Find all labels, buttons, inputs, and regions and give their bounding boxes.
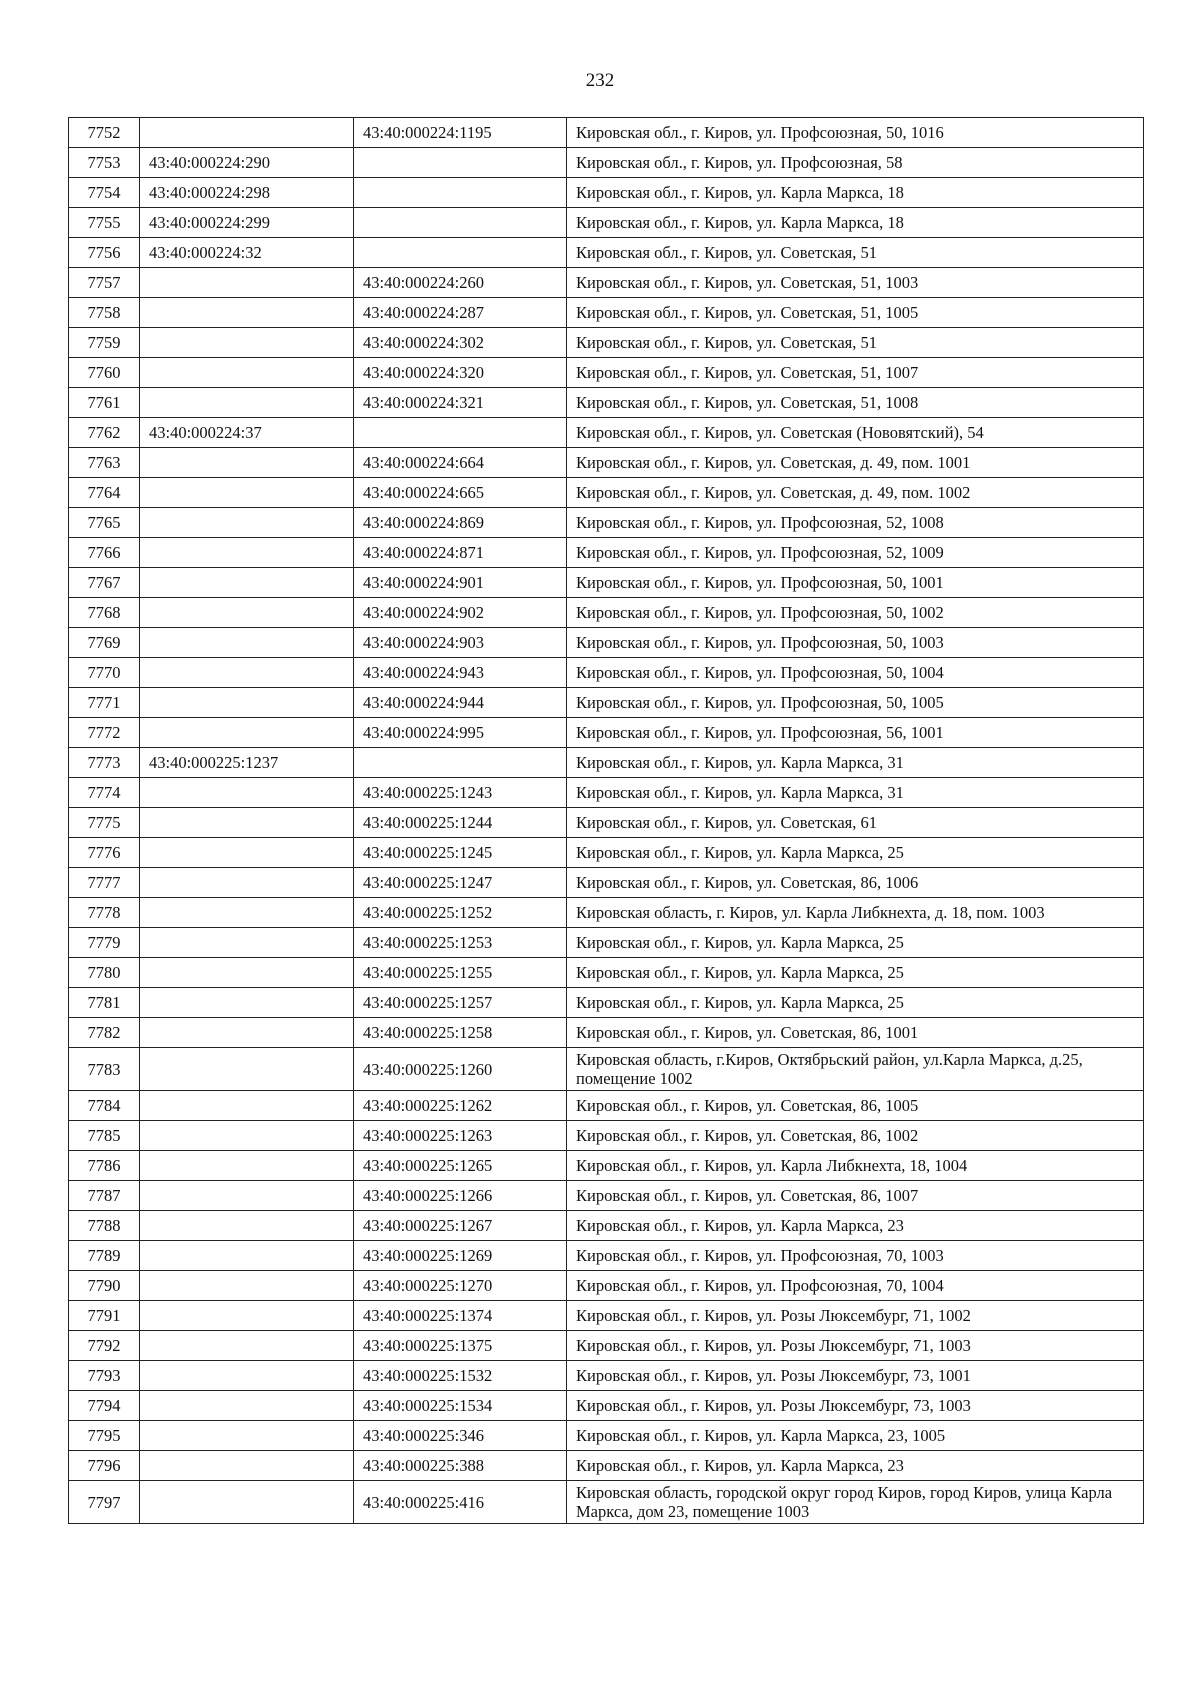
address-cell: Кировская обл., г. Киров, ул. Советская, 51, 1007 [567,358,1144,388]
address-cell: Кировская обл., г. Киров, ул. Советская, 86, 1001 [567,1018,1144,1048]
row-number-cell: 7788 [69,1211,140,1241]
address-cell: Кировская обл., г. Киров, ул. Советская, д. 49, пом. 1002 [567,478,1144,508]
address-cell: Кировская обл., г. Киров, ул. Советская, 86, 1007 [567,1181,1144,1211]
row-number-cell: 7752 [69,118,140,148]
building-cadastral-number-cell: 43:40:000225:1532 [354,1361,567,1391]
row-number-cell: 7790 [69,1271,140,1301]
building-cadastral-number-cell: 43:40:000225:1257 [354,988,567,1018]
address-cell: Кировская обл., г. Киров, ул. Профсоюзная, 50, 1002 [567,598,1144,628]
row-number-cell: 7759 [69,328,140,358]
building-cadastral-number-cell: 43:40:000225:1262 [354,1091,567,1121]
table-row [69,1391,1144,1421]
land-cadastral-number-cell [140,778,354,808]
building-cadastral-number-cell [354,748,567,778]
land-cadastral-number-cell [140,688,354,718]
table-row [69,568,1144,598]
address-cell: Кировская обл., г. Киров, ул. Розы Люксембург, 73, 1003 [567,1391,1144,1421]
table-row [69,448,1144,478]
address-cell: Кировская обл., г. Киров, ул. Розы Люксембург, 71, 1003 [567,1331,1144,1361]
address-cell: Кировская обл., г. Киров, ул. Профсоюзная, 52, 1009 [567,538,1144,568]
table-row [69,1361,1144,1391]
building-cadastral-number-cell: 43:40:000224:903 [354,628,567,658]
address-cell: Кировская обл., г. Киров, ул. Профсоюзная, 50, 1001 [567,568,1144,598]
table-row [69,358,1144,388]
row-number-cell: 7778 [69,898,140,928]
address-cell: Кировская обл., г. Киров, ул. Карла Либкнехта, 18, 1004 [567,1151,1144,1181]
building-cadastral-number-cell: 43:40:000224:901 [354,568,567,598]
row-number-cell: 7765 [69,508,140,538]
building-cadastral-number-cell: 43:40:000225:1255 [354,958,567,988]
building-cadastral-number-cell: 43:40:000225:1247 [354,868,567,898]
land-cadastral-number-cell [140,838,354,868]
address-cell: Кировская обл., г. Киров, ул. Советская, 86, 1006 [567,868,1144,898]
table-row [69,658,1144,688]
land-cadastral-number-cell [140,1421,354,1451]
address-cell: Кировская обл., г. Киров, ул. Профсоюзная, 50, 1016 [567,118,1144,148]
table-row [69,1301,1144,1331]
building-cadastral-number-cell: 43:40:000224:944 [354,688,567,718]
address-cell: Кировская обл., г. Киров, ул. Советская, 51, 1005 [567,298,1144,328]
land-cadastral-number-cell [140,1151,354,1181]
row-number-cell: 7781 [69,988,140,1018]
row-number-cell: 7792 [69,1331,140,1361]
building-cadastral-number-cell: 43:40:000224:995 [354,718,567,748]
table-row [69,208,1144,238]
table-row [69,688,1144,718]
building-cadastral-number-cell [354,178,567,208]
building-cadastral-number-cell [354,148,567,178]
land-cadastral-number-cell [140,1211,354,1241]
row-number-cell: 7758 [69,298,140,328]
building-cadastral-number-cell: 43:40:000225:1265 [354,1151,567,1181]
table-body [69,118,1144,1524]
table-row [69,868,1144,898]
address-cell: Кировская обл., г. Киров, ул. Профсоюзная, 70, 1004 [567,1271,1144,1301]
row-number-cell: 7762 [69,418,140,448]
land-cadastral-number-cell: 43:40:000224:32 [140,238,354,268]
row-number-cell: 7766 [69,538,140,568]
address-cell: Кировская область, г. Киров, ул. Карла Либкнехта, д. 18, пом. 1003 [567,898,1144,928]
row-number-cell: 7782 [69,1018,140,1048]
land-cadastral-number-cell: 43:40:000224:299 [140,208,354,238]
land-cadastral-number-cell [140,868,354,898]
table-row [69,1121,1144,1151]
building-cadastral-number-cell [354,208,567,238]
row-number-cell: 7755 [69,208,140,238]
building-cadastral-number-cell: 43:40:000225:1243 [354,778,567,808]
land-cadastral-number-cell [140,1481,354,1524]
land-cadastral-number-cell [140,658,354,688]
table-row [69,1151,1144,1181]
row-number-cell: 7784 [69,1091,140,1121]
address-cell: Кировская обл., г. Киров, ул. Советская, 51 [567,328,1144,358]
address-cell: Кировская обл., г. Киров, ул. Карла Маркса, 18 [567,178,1144,208]
table-row [69,1048,1144,1091]
row-number-cell: 7797 [69,1481,140,1524]
land-cadastral-number-cell [140,538,354,568]
address-cell: Кировская обл., г. Киров, ул. Карла Маркса, 31 [567,778,1144,808]
land-cadastral-number-cell [140,1018,354,1048]
row-number-cell: 7761 [69,388,140,418]
land-cadastral-number-cell [140,598,354,628]
table-row [69,478,1144,508]
row-number-cell: 7769 [69,628,140,658]
land-cadastral-number-cell [140,298,354,328]
building-cadastral-number-cell: 43:40:000224:302 [354,328,567,358]
property-table-wrapper [68,117,1144,1524]
table-row [69,1421,1144,1451]
land-cadastral-number-cell [140,1241,354,1271]
row-number-cell: 7756 [69,238,140,268]
page-number: 232 [585,70,615,91]
land-cadastral-number-cell: 43:40:000225:1237 [140,748,354,778]
row-number-cell: 7773 [69,748,140,778]
land-cadastral-number-cell [140,118,354,148]
table-row [69,628,1144,658]
row-number-cell: 7795 [69,1421,140,1451]
building-cadastral-number-cell: 43:40:000225:1534 [354,1391,567,1421]
land-cadastral-number-cell [140,1301,354,1331]
row-number-cell: 7767 [69,568,140,598]
building-cadastral-number-cell: 43:40:000225:1260 [354,1048,567,1091]
land-cadastral-number-cell [140,388,354,418]
table-row [69,1211,1144,1241]
building-cadastral-number-cell: 43:40:000225:388 [354,1451,567,1481]
table-row [69,1481,1144,1524]
table-row [69,928,1144,958]
building-cadastral-number-cell: 43:40:000224:287 [354,298,567,328]
row-number-cell: 7764 [69,478,140,508]
table-row [69,388,1144,418]
building-cadastral-number-cell: 43:40:000225:1375 [354,1331,567,1361]
land-cadastral-number-cell [140,898,354,928]
table-row [69,1241,1144,1271]
table-row [69,1018,1144,1048]
table-row [69,1181,1144,1211]
row-number-cell: 7770 [69,658,140,688]
land-cadastral-number-cell [140,718,354,748]
table-row [69,1331,1144,1361]
table-row [69,748,1144,778]
row-number-cell: 7777 [69,868,140,898]
building-cadastral-number-cell: 43:40:000225:1253 [354,928,567,958]
land-cadastral-number-cell [140,1181,354,1211]
table-row [69,958,1144,988]
row-number-cell: 7776 [69,838,140,868]
address-cell: Кировская обл., г. Киров, ул. Советская, 86, 1005 [567,1091,1144,1121]
building-cadastral-number-cell: 43:40:000225:1244 [354,808,567,838]
table-row [69,178,1144,208]
address-cell: Кировская область, г.Киров, Октябрьский район, ул.Карла Маркса, д.25, помещение 1002 [567,1048,1144,1091]
row-number-cell: 7796 [69,1451,140,1481]
row-number-cell: 7754 [69,178,140,208]
land-cadastral-number-cell [140,1331,354,1361]
row-number-cell: 7753 [69,148,140,178]
row-number-cell: 7779 [69,928,140,958]
building-cadastral-number-cell: 43:40:000224:320 [354,358,567,388]
row-number-cell: 7791 [69,1301,140,1331]
table-row [69,298,1144,328]
address-cell: Кировская обл., г. Киров, ул. Советская, 51 [567,238,1144,268]
land-cadastral-number-cell: 43:40:000224:298 [140,178,354,208]
land-cadastral-number-cell [140,1361,354,1391]
building-cadastral-number-cell: 43:40:000224:902 [354,598,567,628]
row-number-cell: 7794 [69,1391,140,1421]
land-cadastral-number-cell [140,1391,354,1421]
building-cadastral-number-cell: 43:40:000225:1267 [354,1211,567,1241]
address-cell: Кировская обл., г. Киров, ул. Советская, 86, 1002 [567,1121,1144,1151]
building-cadastral-number-cell: 43:40:000224:664 [354,448,567,478]
building-cadastral-number-cell: 43:40:000224:1195 [354,118,567,148]
building-cadastral-number-cell [354,418,567,448]
land-cadastral-number-cell: 43:40:000224:290 [140,148,354,178]
building-cadastral-number-cell [354,238,567,268]
row-number-cell: 7789 [69,1241,140,1271]
row-number-cell: 7763 [69,448,140,478]
address-cell: Кировская обл., г. Киров, ул. Карла Маркса, 18 [567,208,1144,238]
building-cadastral-number-cell: 43:40:000225:1252 [354,898,567,928]
land-cadastral-number-cell [140,268,354,298]
address-cell: Кировская обл., г. Киров, ул. Карла Маркса, 25 [567,838,1144,868]
land-cadastral-number-cell [140,628,354,658]
building-cadastral-number-cell: 43:40:000224:665 [354,478,567,508]
table-row [69,1091,1144,1121]
land-cadastral-number-cell [140,1048,354,1091]
building-cadastral-number-cell: 43:40:000225:1263 [354,1121,567,1151]
row-number-cell: 7780 [69,958,140,988]
row-number-cell: 7783 [69,1048,140,1091]
building-cadastral-number-cell: 43:40:000225:1374 [354,1301,567,1331]
address-cell: Кировская обл., г. Киров, ул. Карла Маркса, 23, 1005 [567,1421,1144,1451]
building-cadastral-number-cell: 43:40:000224:871 [354,538,567,568]
table-row [69,808,1144,838]
land-cadastral-number-cell [140,358,354,388]
address-cell: Кировская обл., г. Киров, ул. Розы Люксембург, 73, 1001 [567,1361,1144,1391]
address-cell: Кировская обл., г. Киров, ул. Советская, 51, 1003 [567,268,1144,298]
row-number-cell: 7771 [69,688,140,718]
address-cell: Кировская обл., г. Киров, ул. Профсоюзная, 50, 1005 [567,688,1144,718]
address-cell: Кировская обл., г. Киров, ул. Профсоюзная, 52, 1008 [567,508,1144,538]
address-cell: Кировская обл., г. Киров, ул. Профсоюзная, 50, 1003 [567,628,1144,658]
table-row [69,778,1144,808]
address-cell: Кировская обл., г. Киров, ул. Карла Маркса, 31 [567,748,1144,778]
building-cadastral-number-cell: 43:40:000224:943 [354,658,567,688]
land-cadastral-number-cell [140,1451,354,1481]
land-cadastral-number-cell [140,928,354,958]
address-cell: Кировская обл., г. Киров, ул. Карла Маркса, 23 [567,1211,1144,1241]
table-row [69,1451,1144,1481]
building-cadastral-number-cell: 43:40:000225:346 [354,1421,567,1451]
land-cadastral-number-cell [140,448,354,478]
table-row [69,238,1144,268]
row-number-cell: 7760 [69,358,140,388]
land-cadastral-number-cell [140,478,354,508]
address-cell: Кировская обл., г. Киров, ул. Карла Маркса, 25 [567,928,1144,958]
land-cadastral-number-cell [140,508,354,538]
row-number-cell: 7793 [69,1361,140,1391]
land-cadastral-number-cell [140,1121,354,1151]
table-row [69,418,1144,448]
row-number-cell: 7774 [69,778,140,808]
address-cell: Кировская обл., г. Киров, ул. Советская, 61 [567,808,1144,838]
building-cadastral-number-cell: 43:40:000224:260 [354,268,567,298]
address-cell: Кировская обл., г. Киров, ул. Советская, д. 49, пом. 1001 [567,448,1144,478]
table-row [69,1271,1144,1301]
row-number-cell: 7786 [69,1151,140,1181]
land-cadastral-number-cell [140,958,354,988]
table-row [69,898,1144,928]
address-cell: Кировская обл., г. Киров, ул. Советская (Нововятский), 54 [567,418,1144,448]
address-cell: Кировская обл., г. Киров, ул. Профсоюзная, 70, 1003 [567,1241,1144,1271]
building-cadastral-number-cell: 43:40:000224:869 [354,508,567,538]
table-row [69,838,1144,868]
land-cadastral-number-cell [140,988,354,1018]
property-table [68,117,1144,1524]
table-row [69,148,1144,178]
building-cadastral-number-cell: 43:40:000225:416 [354,1481,567,1524]
land-cadastral-number-cell [140,808,354,838]
table-row [69,538,1144,568]
table-row [69,598,1144,628]
building-cadastral-number-cell: 43:40:000225:1258 [354,1018,567,1048]
address-cell: Кировская обл., г. Киров, ул. Розы Люксембург, 71, 1002 [567,1301,1144,1331]
table-row [69,268,1144,298]
land-cadastral-number-cell [140,1091,354,1121]
table-row [69,718,1144,748]
building-cadastral-number-cell: 43:40:000225:1245 [354,838,567,868]
row-number-cell: 7772 [69,718,140,748]
address-cell: Кировская обл., г. Киров, ул. Карла Маркса, 25 [567,988,1144,1018]
row-number-cell: 7768 [69,598,140,628]
building-cadastral-number-cell: 43:40:000225:1266 [354,1181,567,1211]
row-number-cell: 7787 [69,1181,140,1211]
address-cell: Кировская обл., г. Киров, ул. Карла Маркса, 25 [567,958,1144,988]
table-row [69,118,1144,148]
land-cadastral-number-cell [140,568,354,598]
table-row [69,508,1144,538]
row-number-cell: 7757 [69,268,140,298]
land-cadastral-number-cell: 43:40:000224:37 [140,418,354,448]
row-number-cell: 7785 [69,1121,140,1151]
address-cell: Кировская обл., г. Киров, ул. Карла Маркса, 23 [567,1451,1144,1481]
table-row [69,328,1144,358]
land-cadastral-number-cell [140,1271,354,1301]
building-cadastral-number-cell: 43:40:000224:321 [354,388,567,418]
address-cell: Кировская обл., г. Киров, ул. Профсоюзная, 58 [567,148,1144,178]
building-cadastral-number-cell: 43:40:000225:1269 [354,1241,567,1271]
row-number-cell: 7775 [69,808,140,838]
land-cadastral-number-cell [140,328,354,358]
building-cadastral-number-cell: 43:40:000225:1270 [354,1271,567,1301]
address-cell: Кировская область, городской округ город Киров, город Киров, улица Карла Маркса, дом 23, помещение 1003 [567,1481,1144,1524]
address-cell: Кировская обл., г. Киров, ул. Профсоюзная, 56, 1001 [567,718,1144,748]
address-cell: Кировская обл., г. Киров, ул. Советская, 51, 1008 [567,388,1144,418]
table-row [69,988,1144,1018]
address-cell: Кировская обл., г. Киров, ул. Профсоюзная, 50, 1004 [567,658,1144,688]
